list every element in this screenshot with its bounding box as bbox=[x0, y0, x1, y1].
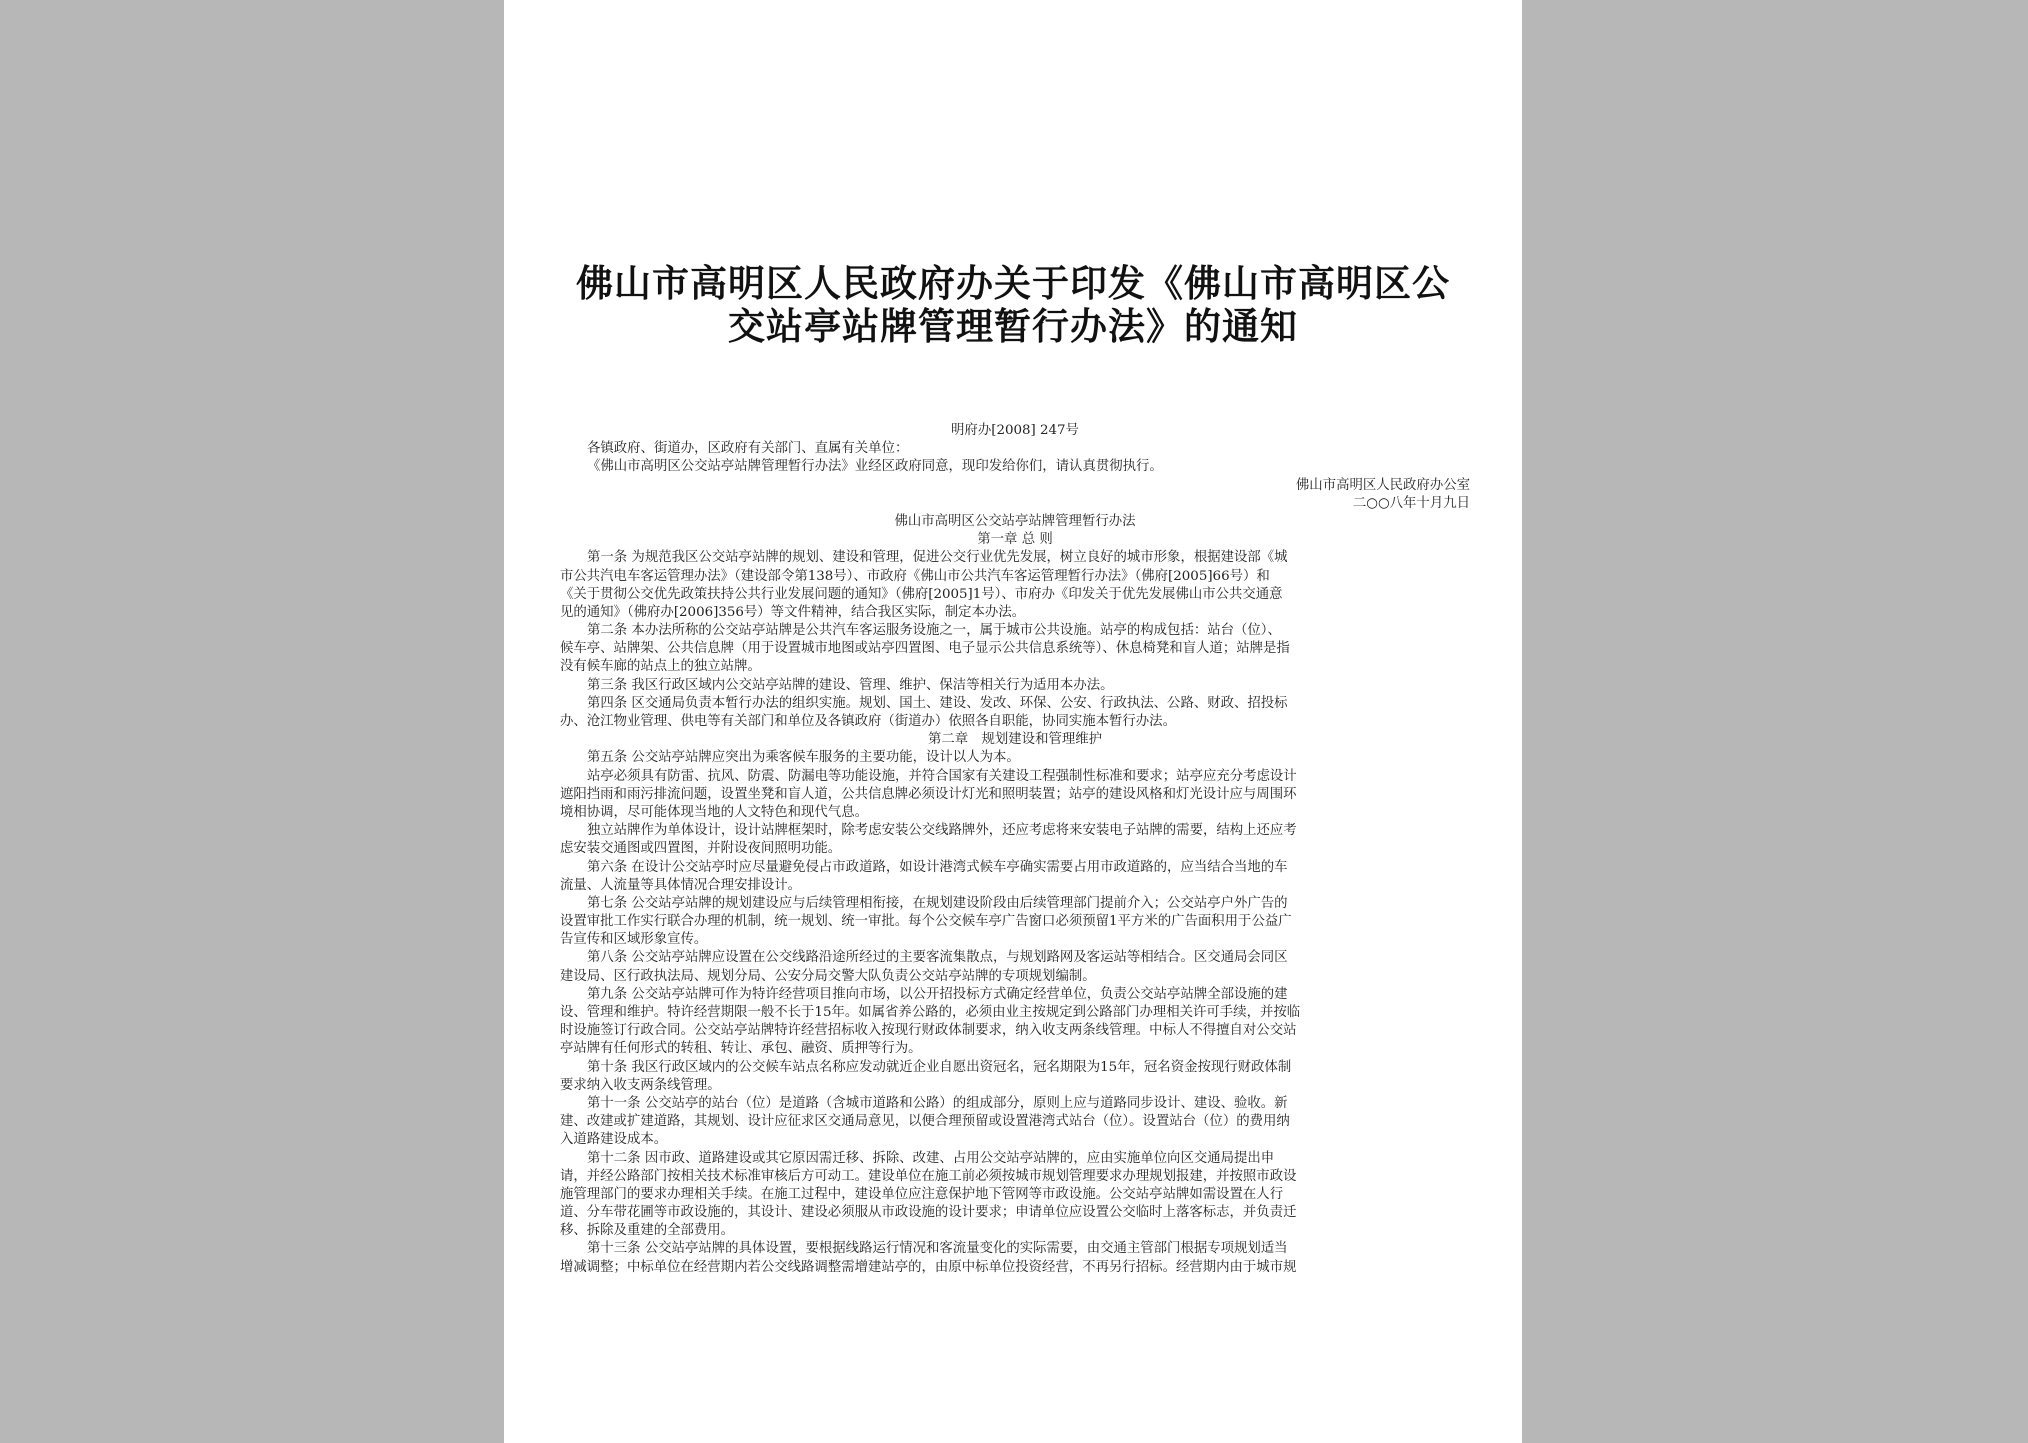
paragraph-line: 第十一条 公交站亭的站台（位）是道路（含城市道路和公路）的组成部分，原则上应与道路同步设计、建设、验收。新 bbox=[587, 1095, 1288, 1111]
paragraph-line: 第十条 我区行政区域内的公交候车站点名称应发动就近企业自愿出资冠名，冠名期限为15年，冠名资金按现行财政体制 bbox=[587, 1059, 1292, 1075]
regulation-title: 佛山市高明区公交站亭站牌管理暂行办法 bbox=[894, 513, 1136, 529]
chapter-heading: 第二章 规划建设和管理维护 bbox=[927, 732, 1103, 748]
paragraph-line: 境相协调，尽可能体现当地的人文特色和现代气息。 bbox=[560, 804, 868, 820]
paragraph-line: 设、管理和维护。特许经营期限一般不长于15年。如属省养公路的，必须由业主按规定到公路部门办理相关许可手续，并按临 bbox=[560, 1005, 1301, 1020]
chapter-heading: 第一章 总 则 bbox=[977, 532, 1053, 548]
issuer-line: 佛山市高明区人民政府办公室 bbox=[1295, 477, 1470, 493]
document-title bbox=[504, 262, 1522, 348]
paragraph-line: 第六条 在设计公交站亭时应尽量避免侵占市政道路，如设计港湾式候车亭确实需要占用市政道路的，应当结合当地的车 bbox=[587, 859, 1288, 875]
paragraph-line: 第五条 公交站亭站牌应突出为乘客候车服务的主要功能，设计以人为本。 bbox=[587, 750, 1020, 766]
paragraph-line: 第一条 为规范我区公交站亭站牌的规划、建设和管理，促进公交行业优先发展，树立良好的城市形象，根据建设部《城 bbox=[587, 550, 1288, 566]
paragraph-line: 增减调整；中标单位在经营期内若公交线路调整需增建站亭的，由原中标单位投资经营，不再另行招标。经营期内由于城市规 bbox=[560, 1259, 1297, 1275]
paragraph-line: 亭站牌有任何形式的转租、转让、承包、融资、质押等行为。 bbox=[560, 1041, 922, 1057]
date-line: 二○○八年十月九日 bbox=[1352, 495, 1470, 511]
paragraph-line: 设置审批工作实行联合办理的机制，统一规划、统一审批。每个公交候车亭广告窗口必须预留1平方米的广告面积用于公益广 bbox=[560, 914, 1292, 930]
paragraph-line: 要求纳入收支两条线管理。 bbox=[560, 1077, 721, 1093]
paragraph-line: 建设局、区行政执法局、规划分局、公安分局交警大队负责公交站亭站牌的专项规划编制。 bbox=[560, 968, 1096, 984]
paragraph-line: 遮阳挡雨和雨污排流问题，设置坐凳和盲人道，公共信息牌必须设计灯光和照明装置；站亭的建设风格和灯光设计应与周围环 bbox=[560, 786, 1297, 802]
paragraph-line: 第七条 公交站亭站牌的规划建设应与后续管理相衔接，在规划建设阶段由后续管理部门提前介入；公交站亭户外广告的 bbox=[587, 895, 1288, 911]
title-line: 交站亭站牌管理暂行办法》的通知 bbox=[728, 304, 1298, 348]
paragraph-line: 办、沧江物业管理、供电等有关部门和单位及各镇政府（街道办）依照各自职能，协同实施本暂行办法。 bbox=[560, 714, 1176, 729]
paragraph-line: 虑安装交通图或四置图，并附设夜间照明功能。 bbox=[560, 841, 842, 857]
title-line: 佛山市高明区人民政府办关于印发《佛山市高明区公 bbox=[576, 261, 1450, 305]
paragraph-line: 建、改建或扩建道路，其规划、设计应征求区交通局意见，以便合理预留或设置港湾式站台（位）。设置站台（位）的费用纳 bbox=[560, 1114, 1290, 1130]
addressee-line: 各镇政府、街道办，区政府有关部门、直属有关单位： bbox=[587, 441, 909, 457]
paragraph-line: 第九条 公交站亭站牌可作为特许经营项目推向市场，以公开招投标方式确定经营单位，负责公交站亭站牌全部设施的建 bbox=[587, 986, 1288, 1002]
paragraph-line: 道、分车带花圃等市政设施的，其设计、建设必须服从市政设施的设计要求；申请单位应设置公交临时上落客标志，并负责迁 bbox=[560, 1205, 1297, 1221]
intro-line: 《佛山市高明区公交站亭站牌管理暂行办法》业经区政府同意，现印发给你们，请认真贯彻执行。 bbox=[587, 459, 1163, 475]
paragraph-line: 候车亭、站牌架、公共信息牌（用于设置城市地图或站亭四置图、电子显示公共信息系统等）、休息椅凳和盲人道；站牌是指 bbox=[560, 641, 1290, 657]
paragraph-line: 没有候车廊的站点上的独立站牌。 bbox=[560, 659, 761, 675]
paragraph-line: 见的通知》（佛府办[2006]356号）等文件精神，结合我区实际，制定本办法。 bbox=[560, 604, 1026, 620]
paragraph-line: 独立站牌作为单体设计，设计站牌框架时，除考虑安装公交线路牌外，还应考虑将来安装电子站牌的需要，结构上还应考 bbox=[587, 823, 1297, 839]
paragraph-line: 第四条 区交通局负责本暂行办法的组织实施。规划、国土、建设、发改、环保、公安、行政执法、公路、财政、招投标 bbox=[587, 695, 1288, 711]
paragraph-line: 第八条 公交站亭站牌应设置在公交线路沿途所经过的主要客流集散点，与规划路网及客运站等相结合。区交通局会同区 bbox=[587, 950, 1288, 966]
paragraph-line: 第十二条 因市政、道路建设或其它原因需迁移、拆除、改建、占用公交站亭站牌的，应由实施单位向区交通局提出申 bbox=[587, 1150, 1275, 1166]
paragraph-line: 《关于贯彻公交优先政策扶持公共行业发展问题的通知》（佛府[2005]1号）、市府办《印发关于优先发展佛山市公共交通意 bbox=[560, 586, 1283, 602]
paragraph-line: 时设施签订行政合同。公交站亭站牌特许经营招标收入按现行财政体制要求，纳入收支两条线管理。中标人不得擅自对公交站 bbox=[560, 1023, 1297, 1039]
paragraph-line: 第三条 我区行政区域内公交站亭站牌的建设、管理、维护、保洁等相关行为适用本办法。 bbox=[587, 677, 1114, 693]
paragraph-line: 第十三条 公交站亭站牌的具体设置，要根据线路运行情况和客流量变化的实际需要，由交通主管部门根据专项规划适当 bbox=[587, 1241, 1288, 1257]
paragraph-line: 流量、人流量等具体情况合理安排设计。 bbox=[560, 877, 802, 893]
paragraph-line: 请，并经公路部门按相关技术标准审核后方可动工。建设单位在施工前必须按城市规划管理要求办理规划报建，并按照市政设 bbox=[560, 1168, 1297, 1184]
document-page bbox=[504, 0, 1522, 1443]
paragraph-line: 移、拆除及重建的全部费用。 bbox=[560, 1223, 735, 1239]
document-number: 明府办[2008] 247号 bbox=[951, 423, 1079, 438]
paragraph-line: 站亭必须具有防雷、抗风、防震、防漏电等功能设施，并符合国家有关建设工程强制性标准和要求；站亭应充分考虑设计 bbox=[587, 768, 1297, 784]
paragraph-line: 第二条 本办法所称的公交站亭站牌是公共汽车客运服务设施之一，属于城市公共设施。站亭的构成包括：站台（位）、 bbox=[587, 623, 1281, 639]
paragraph-line: 市公共汽电车客运管理办法》（建设部令第138号）、市政府《佛山市公共汽车客运管理暂行办法》（佛府[2005]66号）和 bbox=[560, 568, 1270, 584]
paragraph-line: 施管理部门的要求办理相关手续。在施工过程中，建设单位应注意保护地下管网等市政设施。公交站亭站牌如需设置在人行 bbox=[560, 1186, 1284, 1202]
paragraph-line: 告宣传和区域形象宣传。 bbox=[560, 932, 708, 948]
paragraph-line: 入道路建设成本。 bbox=[560, 1132, 668, 1148]
document-body bbox=[560, 422, 1470, 1277]
